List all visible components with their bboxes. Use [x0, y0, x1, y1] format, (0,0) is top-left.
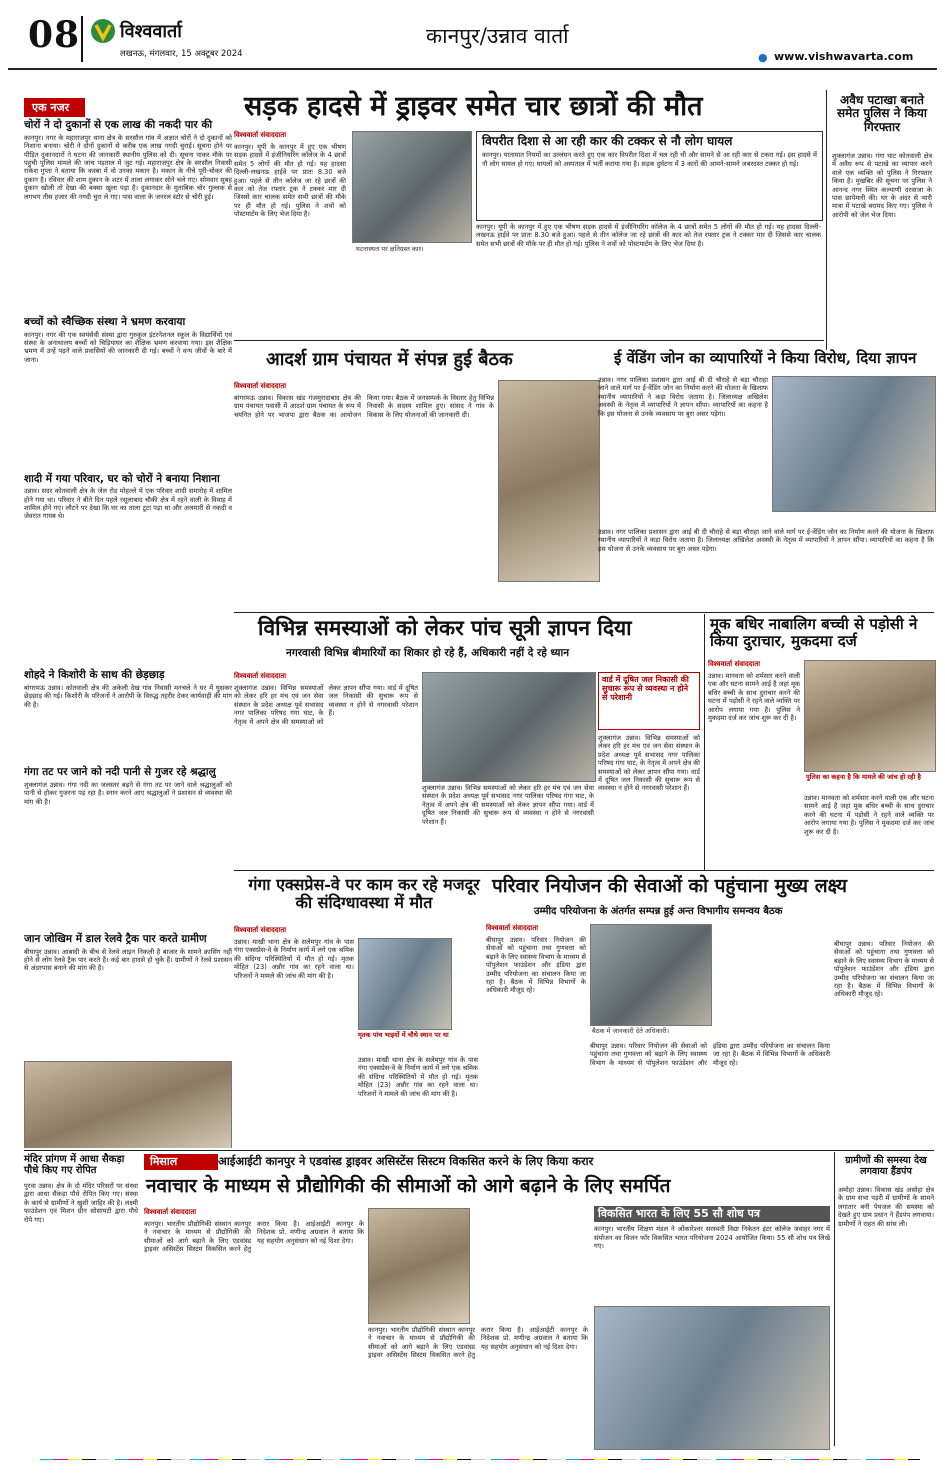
- left-column: [24, 96, 232, 1148]
- misal-body: कानपुर। भारतीय प्रौद्योगिकी संस्थान कानपुर ने नवाचार के माध्यम से प्रौद्योगिकी की सीमाओं को आगे बढ़ाने के लिए एडवांस्ड ड्राइवर असिस्टेंस सिस्टम विकसित करने हेतु करार किया है। आईआईटी कानपुर के निदेशक प्रो. मणीन्द्र अग्रवाल ने बताया कि यह सहयोग अनुसंधान को नई दिशा देगा।: [144, 1220, 364, 1254]
- mid-rule-2: [234, 870, 934, 871]
- gyapan-body-lower: शुक्लागंज उन्नाव। विभिन्न समस्याओं को लेकर हरि हर मंच एवं जन सेवा संस्थान के प्रदेश अध्यक्ष पूर्व सभासद नगर पालिका परिषद गंगा घाट, के नेतृत्व में अपने क्षेत्र की समस्याओं को लेकर ज्ञापन सौंपा गया। वार्ड में दूषित जल निकासी की सुचारू रूप से व्यवस्था न होने से नगरवासी परेशान हैं।: [422, 784, 594, 826]
- page-number: 08: [28, 14, 81, 56]
- story-body: बीघापुर उन्नाव। आबादी के बीच से रेलवे लाइन निकली है बाजार के सामने क्रासिंग नहीं होने से लोग रेलवे ट्रैक पार करते हैं। कई बार हादसे हो चुके हैं। ग्रामीणों ने रेलवे प्रशासन से अंडरपास बनाने की मांग की है।: [24, 947, 232, 973]
- mook-body: उन्नाव। मानवता को शर्मसार करने वाली एक और घटना सामने आई है जहां मूक बधिर बच्ची के साथ दुराचार करने की घटना में पड़ोसी ने रहने वाले व्यक्ति पर आरोप लगाया गया है। पुलिस ने मुकदमा दर्ज कर जांच शुरू कर दी है।: [708, 672, 800, 723]
- parivar-body-right: बीघापुर उन्नाव। परिवार नियोजन की सेवाओं को पहुंचाना तथा गुणवत्ता को बढ़ाने के लिए स्वास्थ्य विभाग के माध्यम से पॉपुलेशन फाउंडेशन और इंडिया द्वारा उम्मीद परियोजना का संचालन किया जा रहा है। बैठक में विभिन्न विभागों के अधिकारी मौजूद रहे।: [834, 940, 934, 999]
- story-headline: शोहदे ने किशोरी के साथ की छेड़छाड़: [24, 669, 165, 682]
- lead-body-lower: कानपुर। यूपी के कानपुर में हुए एक भीषण सड़क हादसे में इंजीनियरिंग कॉलेज के 4 छात्रों समेत 5 लोगों की मौत हो गई। यह हादसा दिल्ली-लखनऊ हाईवे पर प्रातः 8.30 बजे हुआ। पहले से तीन कॉलेज जा रहे छात्रों की कार को तेज रफ्तार ट्रक ने टक्कर मार दी जिससे कार चालक समेत सभी छात्रों की मौके पर ही मौत हो गई। पुलिस ने शवों को पोस्टमार्टम के लिए भेज दिया है।: [476, 223, 821, 248]
- story-body: कानपुर। नगर की एक स्वयंसेवी संस्था द्वारा गुरुकुल इंटरनेशनल स्कूल के विद्यार्थियों एवं संस्था के अनाथालय बच्चों को चिड़ियाघर का शैक्षिक भ्रमण करवाया गया। इस शैक्षिक भ्रमण में उन्हें पढ़ने वाले प्रवासियों की जानकारी दी गई। बच्चों ने वन्य जीवों के बारे में जाना।: [24, 330, 232, 364]
- ek-nazar-label: एक नजर: [24, 98, 85, 117]
- gyapan-body-right: शुक्लागंज उन्नाव। विभिन्न समस्याओं को लेकर हरि हर मंच एवं जन सेवा संस्थान के प्रदेश अध्यक्ष पूर्व सभासद नगर पालिका परिषद गंगा घाट, के नेतृत्व में अपने क्षेत्र की समस्याओं को लेकर ज्ञापन सौंपा गया। वार्ड में दूषित जल निकासी की सुचारू रूप से व्यवस्था न होने से नगरवासी परेशान हैं।: [598, 734, 700, 793]
- story-body: कानपुर। नगर के महाराजपुर थाना क्षेत्र के सरसौल गांव में अज्ञात चोरों ने दो दुकानों को निशाना बनाया। चोरी ने दोनों दुकानों से करीब एक लाख नगदी चुराई। सूचना होने पर पीड़ित दुकानदारों ने घटना की जानकारी स्थानीय पुलिस को दी। सूचना पाकर मौके पर पहुंची पुलिस मामले की जांच पड़ताल में जुट गई। महाराजपुर क्षेत्र के सरसौल निवासी राकेश गुप्ता ने बताया कि कस्बा में वो उनका मकान है। मकान के नीचे पूरी-चोकर की दुकान है। रविवार की शाम दुकान के शटर में ताला लगाकर सोने चले गए। सोमवार सुबह दुकान खोली तो देखा की बक्सा खुला पड़ा है। दुकानदार के मुताबिक चोर गुल्लक से लगभग तीस हजार की नगदी चुरा ले गए। पास वाला के जनरल स्टोर से चोरी हुई।: [24, 133, 232, 201]
- gyapan-byline: विश्ववार्ता संवाददाता: [234, 672, 287, 680]
- ganga-photo: [358, 938, 452, 1030]
- gramin-divider: [834, 1152, 835, 1446]
- story-chori: [24, 120, 232, 314]
- viksit-body: कानपुर। भारतीय शिक्षण मंडल ने ओंकारेश्वर सरस्वती विद्या निकेतन इंटर कॉलेज जवाहर नगर में संयोजन का विजन फॉर विकसित भारत परियोजना 2024 आयोजित किया। 55 सौ शोध पत्र लिखे गए।: [594, 1225, 830, 1251]
- gramin-body: अमोहा उन्नाव। विकास खंड असोहा क्षेत्र के ग्राम सभा पड़री में ग्रामीणों के सामने लगातार बनी पेयजल की समस्या को देखते हुए ग्राम प्रधान ने हैंडपंप लगवाया। ग्रामीणों ने राहत की सांस ली।: [838, 1186, 934, 1228]
- parivar-photo: [590, 924, 712, 1026]
- story-headline: चोरों ने दो दुकानों से एक लाख की नकदी पार की: [24, 119, 213, 131]
- parivar-photo-caption: बैठक में जानकारी देते अधिकारी।: [592, 1027, 670, 1035]
- viksit-box: [594, 1206, 830, 1446]
- story-ganga-tat: [24, 767, 232, 931]
- logo-icon: [90, 18, 116, 44]
- story-railway: [24, 934, 232, 1148]
- parivar-headline: परिवार नियोजन की सेवाओं को पहुंचाना मुख्य लक्ष्य: [492, 875, 848, 897]
- ganga-body: उन्नाव। माखी थाना क्षेत्र के सलेमपुर गांव के पास गंगा एक्सप्रेस-वे के निर्माण कार्य में लगे एक श्रमिक की संदिग्ध परिस्थितियों में मौत हो गई। मृतक मोहित (23) अन्नौर गांव का रहने वाला था। परिजनों ने मामले की जांच की मांग की है।: [234, 938, 354, 980]
- lead-photo-caption: घटनास्थल पर क्षतिग्रस्त कार।: [356, 245, 424, 253]
- gramin-headline: ग्रामीणों की समस्या देख लगवाया हैंडपंप: [845, 1155, 927, 1177]
- evending-photo: [772, 376, 936, 512]
- lead-body-col1: कानपुर। यूपी के कानपुर में हुए एक भीषण सड़क हादसे में इंजीनियरिंग कॉलेज के 4 छात्रों समेत 5 लोगों की मौत हो गई। यह हादसा दिल्ली-लखनऊ हाईवे पर प्रातः 8.30 बजे हुआ। पहले से तीन कॉलेज जा रहे छात्रों की कार को तेज रफ्तार ट्रक ने टक्कर मार दी जिससे कार चालक समेत सभी छात्रों की मौके पर ही मौत हो गई। पुलिस ने शवों को पोस्टमार्टम के लिए भेज दिया है।: [234, 143, 346, 219]
- evending-body: उन्नाव। नगर पालिका प्रशासन द्वारा आई बी दी चौराहे से बड़ा चौराहा जाने वाले मार्ग पर ई-वेंडिंग जोन का निर्माण करने की योजना के खिलाफ स्थानीय व्यापारियों ने कड़ा विरोध जताया है। जिलाध्यक्ष अखिलेश अवस्थी के नेतृत्व में व्यापारियों ने ज्ञापन सौंपा। व्यापारियों का कहना है कि इस योजना से उनके व्यवसाय पर बुरा असर पड़ेगा।: [598, 376, 768, 418]
- story-body: बांगरमऊ उन्नाव। कोतवाली क्षेत्र की अकेली देख गांव निवासी मनचले ने घर में घुसकर छेड़छाड़ की गई। किशोरी के परिजनों ने आरोपी के विरुद्ध तहरीर देकर कार्यवाही की मांग की है।: [24, 684, 232, 709]
- section-title: कानपुर/उन्नाव वार्ता: [426, 24, 569, 48]
- misal-headline: नवाचार के माध्यम से प्रौद्योगिकी की सीमाओं को आगे बढ़ाने के लिए समर्पित: [146, 1175, 671, 1197]
- story-body: उन्नाव। सदर कोतवाली क्षेत्र के जेल रोड मोहल्ले में एक परिवार शादी समारोह में शामिल होने गया था। परिवार ने बीते दिन पहले रसूलाबाद चौकी क्षेत्र में रहने वाली के विवाह में शामिल होने गए। लौटने पर देखा कि घर का ताला टूटा पड़ा था और अलमारी से नकदी व जेवरात गायब थे।: [24, 487, 232, 521]
- misal-label: मिसाल: [144, 1154, 218, 1170]
- masthead-divider: [81, 16, 83, 62]
- masthead: [8, 10, 937, 70]
- mook-body-lower: उन्नाव। मानवता को शर्मसार करने वाली एक और घटना सामने आई है जहां मूक बधिर बच्ची के साथ दुराचार करने की घटना में पड़ोसी ने रहने वाले व्यक्ति पर आरोप लगाया गया है। पुलिस ने मुकदमा दर्ज कर जांच शुरू कर दी है।: [804, 794, 934, 836]
- gyapan-subheadline: नगरवासी विभिन्न बीमारियों का शिकार हो रहे हैं, अधिकारी नहीं दे रहे ध्यान: [286, 647, 570, 659]
- pullquote-text: वार्ड में दूषित जल निकासी की सुचारू रूप से व्यवस्था न होने से परेशानी: [602, 675, 689, 702]
- dateline: लखनऊ, मंगलवार, 15 अक्टूबर 2024: [120, 49, 243, 59]
- sidebar-divider: [826, 90, 827, 350]
- mook-photo-caption: पुलिस का कहना है कि मामले की जांच हो रही है: [806, 773, 921, 781]
- story-shohde: [24, 670, 232, 764]
- story-headline: शादी में गया परिवार, घर को चोरों ने बनाया निशाना: [24, 472, 220, 485]
- sidebar-headline: अवैध पटाखा बनाते समेत पुलिस ने किया गिरफ्तार: [837, 93, 927, 134]
- mid-rule-1: [234, 612, 934, 613]
- ganga-photo-caption: मृतक पांच भाइयों में चौथे स्थान पर था: [358, 1031, 449, 1039]
- story-headline: गंगा तट पर जाने को नदी पानी से गुजर रहे श्रद्धालु: [24, 766, 216, 778]
- sub-body: कानपुर। यातायात नियमों का उल्लंघन करते हुए एक कार विपरीत दिशा में चल रही थी और सामने से आ रही कार से टकरा गई। इस हादसे में नौ लोग घायल हो गए। घायलों को अस्पताल में भर्ती कराया गया है। सड़क दुर्घटना में 3 कारों की आमने-सामने जबरदस्त टक्कर हो गई।: [482, 151, 817, 168]
- ganga-body-lower: उन्नाव। माखी थाना क्षेत्र के सलेमपुर गांव के पास गंगा एक्सप्रेस-वे के निर्माण कार्य में लगे एक श्रमिक की संदिग्ध परिस्थितियों में मौत हो गई। मृतक मोहित (23) अन्नौर गांव का रहने वाला था। परिजनों ने मामले की जांच की मांग की है।: [358, 1056, 478, 1098]
- mook-photo: [804, 660, 936, 772]
- viksit-photo: [594, 1306, 830, 1450]
- masthead-rule: [8, 68, 937, 70]
- sub-story-box: [476, 131, 823, 221]
- misal-kicker: आईआईटी कानपुर ने एडवांस्ड ड्राइवर असिस्टेंस सिस्टम विकसित करने के लिए किया करार: [218, 1154, 594, 1168]
- lead-byline: विश्ववार्ता संवाददाता: [234, 131, 287, 139]
- misal-body-lower: कानपुर। भारतीय प्रौद्योगिकी संस्थान कानपुर ने नवाचार के माध्यम से प्रौद्योगिकी की सीमाओं को आगे बढ़ाने के लिए एडवांस्ड ड्राइवर असिस्टेंस सिस्टम विकसित करने हेतु करार किया है। आईआईटी कानपुर के निदेशक प्रो. मणीन्द्र अग्रवाल ने बताया कि यह सहयोग अनुसंधान को नई दिशा देगा।: [368, 1326, 588, 1360]
- story-bhraman: [24, 317, 232, 471]
- parivar-byline: विश्ववार्ता संवाददाता: [486, 924, 539, 932]
- bottom-rule: [24, 1150, 934, 1151]
- story-shadi: [24, 474, 232, 668]
- adarsh-headline: आदर्श ग्राम पंचायत में संपन्न हुई बैठक: [266, 349, 513, 370]
- lead-headline: सड़क हादसे में ड्राइवर समेत चार छात्रों की मौत: [244, 91, 703, 122]
- misal-byline: विश्ववार्ता संवाददाता: [144, 1208, 197, 1216]
- gyapan-headline: विभिन्न समस्याओं को लेकर पांच सूत्री ज्ञापन दिया: [258, 615, 632, 640]
- mook-divider: [704, 614, 705, 870]
- mandir-body: पुरवा उन्नाव। क्षेत्र के दो मंदिर परिसरों पर संस्था द्वारा आधा सैकड़ा पौधे रोपित किए गए। संस्था के कार्य से ग्रामीणों ने खुशी जाहिर की है। लक्ष्मी फाउंडेशन एवं मिशन ग्रीन सोसायटी द्वारा पौधे रोपे गए।: [24, 1182, 138, 1224]
- mook-headline: मूक बधिर नाबालिग बच्ची से पड़ोसी ने किया दुराचार, मुकदमा दर्ज: [710, 615, 918, 650]
- lead-photo: [352, 131, 472, 243]
- railway-photo: [24, 1061, 232, 1149]
- gyapan-pullquote: [598, 672, 700, 730]
- adarsh-byline: विश्ववार्ता संवाददाता: [234, 382, 287, 390]
- logo-text: विश्ववार्ता: [120, 21, 182, 42]
- evending-headline: ई वेंडिंग जोन का व्यापारियों ने किया विरोध, दिया ज्ञापन: [614, 349, 917, 367]
- parivar-subheadline: उम्मीद परियोजना के अंतर्गत सम्पन्न हुई अन्त विभागीय समन्वय बैठक: [534, 906, 783, 917]
- misal-photo: [368, 1208, 470, 1324]
- lead-bottom-rule: [234, 340, 824, 341]
- viksit-headline: विकसित भारत के लिए 55 सौ शोध पत्र: [594, 1206, 830, 1222]
- parivar-body-mid: बीघापुर उन्नाव। परिवार नियोजन की सेवाओं को पहुंचाना तथा गुणवत्ता को बढ़ाने के लिए स्वास्थ्य विभाग के माध्यम से पॉपुलेशन फाउंडेशन और इंडिया द्वारा उम्मीद परियोजना का संचालन किया जा रहा है। बैठक में विभिन्न विभागों के अधिकारी मौजूद रहे।: [590, 1042, 830, 1067]
- sub-headline: विपरीत दिशा से आ रही कार की टक्कर से नौ लोग घायल: [482, 134, 733, 148]
- adarsh-body: बांगरमऊ उन्नाव। विकास खंड गंजमुरादाबाद क्षेत्र की ग्राम पंचायत पवासी में आदर्श ग्राम पंचायत के रूप में चयनित होने पर भाजपा द्वारा बैठक का आयोजन किया गया। बैठक में जनसम्पर्क के विस्तार हेतु विभिन्न निवासी के सदस्य शामिल हुए। सांसद ने गांव के विकास के लिए योजनाओं की जानकारी दी।: [234, 394, 494, 419]
- adarsh-photo: [498, 380, 600, 582]
- mook-byline: विश्ववार्ता संवाददाता: [708, 660, 761, 668]
- sidebar-body: शुक्लागंज उन्नाव। गंगा घाट कोतवाली क्षेत्र में अवैध रूप से पटाखे का व्यापार करने वाले एक व्यक्ति को पुलिस ने गिरफ्तार किया है। मुखबिर की सूचना पर पुलिस ने आनन्द नगर स्थित कल्याणी दरवाजा के पास छापेमारी की। घर के अंदर से भारी मात्रा में पटाखे बरामद किए गए। पुलिस ने आरोपी को जेल भेज दिया।: [832, 152, 932, 219]
- parivar-body: बीघापुर उन्नाव। परिवार नियोजन की सेवाओं को पहुंचाना तथा गुणवत्ता को बढ़ाने के लिए स्वास्थ्य विभाग के माध्यम से पॉपुलेशन फाउंडेशन और इंडिया द्वारा उम्मीद परियोजना का संचालन किया जा रहा है। बैठक में विभिन्न विभागों के अधिकारी मौजूद रहे।: [486, 936, 586, 995]
- gyapan-photo: [422, 672, 596, 782]
- evending-body-lower: उन्नाव। नगर पालिका प्रशासन द्वारा आई बी दी चौराहे से बड़ा चौराहा जाने वाले मार्ग पर ई-वेंडिंग जोन का निर्माण करने की योजना के खिलाफ स्थानीय व्यापारियों ने कड़ा विरोध जताया है। जिलाध्यक्ष अखिलेश अवस्थी के नेतृत्व में व्यापारियों ने ज्ञापन सौंपा। व्यापारियों का कहना है कि इस योजना से उनके व्यवसाय पर बुरा असर पड़ेगा।: [598, 528, 934, 553]
- website-link[interactable]: www.vishwavarta.com: [774, 50, 914, 63]
- mandir-headline: मंदिर प्रांगण में आधा सैकड़ा पौधे किए गए रोपित: [24, 1154, 125, 1177]
- story-headline: बच्चों को स्वैच्छिक संस्था ने भ्रमण करवाया: [24, 315, 186, 328]
- globe-icon: ●: [758, 51, 768, 64]
- ganga-headline: गंगा एक्सप्रेस-वे पर काम कर रहे मजदूर की संदिग्धावस्था में मौत: [248, 875, 480, 912]
- gyapan-body: शुक्लागंज उन्नाव। विभिन्न समस्याओं को लेकर हरि हर मंच एवं जन सेवा संस्थान के प्रदेश अध्यक्ष पूर्व सभासद नगर पालिका परिषद गंगा घाट, के नेतृत्व में अपने क्षेत्र की समस्याओं को लेकर ज्ञापन सौंपा गया। वार्ड में दूषित जल निकासी की सुचारू रूप से व्यवस्था न होने से नगरवासी परेशान हैं।: [234, 684, 418, 726]
- ganga-byline: विश्ववार्ता संवाददाता: [234, 926, 287, 934]
- story-headline: जान जोखिम में डाल रेलवे ट्रैक पार करते ग्रामीण: [24, 932, 207, 945]
- story-body: शुक्लागंज उन्नाव। गंगा नदी का जलस्तर बढ़ने से गंगा तट पर जाने वाले श्रद्धालुओं को पानी से होकर गुजरना पड़ रहा है। स्नान करने आए श्रद्धालुओं ने प्रशासन से व्यवस्था की मांग की है।: [24, 780, 232, 806]
- color-registration-bar: [40, 1452, 920, 1460]
